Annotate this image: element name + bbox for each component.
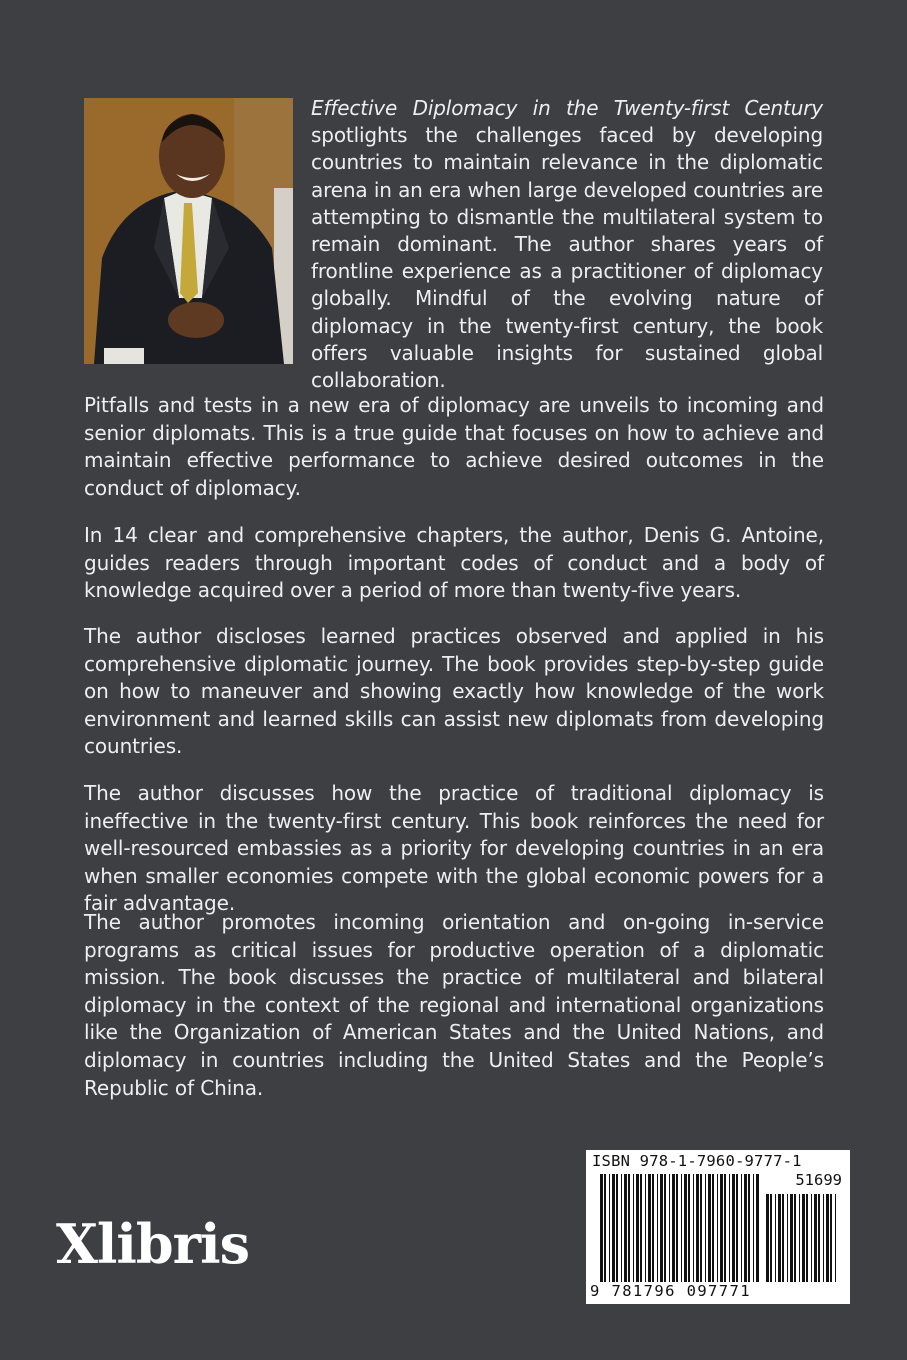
book-title: Effective Diplomacy in the Twenty-first Century bbox=[311, 96, 823, 120]
isbn-barcode bbox=[586, 1150, 850, 1304]
intro-text: spotlights the challenges faced by developing countries to maintain relevance in the diplomatic arena in an era when large developed countries are attempting to dismantle the multilateral system to remain dominant. The author shares years of frontline experience as a practitioner of diplomacy globally. Mindful of the evolving nature of diplomacy in the twenty-first century, the book offers valuable insights for sustained global collaboration. bbox=[311, 123, 823, 393]
paragraph-traditional-diplomacy: The author discusses how the practice of traditional diplomacy is ineffective in the twenty-first century. This book reinforces the need for well-resourced embassies as a priority for developing countries in an era when smaller economies compete with the global economic powers for a fair advantage. bbox=[84, 781, 824, 916]
price-code: 51699 bbox=[795, 1171, 842, 1189]
intro-paragraph bbox=[311, 95, 823, 394]
barcode-bars bbox=[600, 1174, 760, 1282]
paragraph-orientation: The author promotes incoming orientation and on-going in-service programs as critical issues for productive operation of a diplomatic mission. The book discusses the practice of multilateral and bilateral diplomacy in the context of the regional and international organizations like the Organization of American States and the United Nations, and diplomacy in countries including the United States and the People’s Republic of China. bbox=[84, 910, 824, 1100]
ean-digits: 9 781796 097771 bbox=[590, 1282, 751, 1300]
isbn-label: ISBN 978-1-7960-9777-1 bbox=[592, 1152, 802, 1170]
paragraph-pitfalls: Pitfalls and tests in a new era of diplomacy are unveils to incoming and senior diplomats. This is a true guide that focuses on how to achieve and maintain effective performance to achieve desired outcomes in the conduct of diplomacy. bbox=[84, 393, 824, 500]
author-photo bbox=[84, 98, 293, 364]
paragraph-practices: The author discloses learned practices observed and applied in his comprehensive diplomatic journey. The book provides step-by-step guide on how to maneuver and showing exactly how knowledge of the work environment and learned skills can assist new diplomats from developing countries. bbox=[84, 624, 824, 759]
addon-barcode-bars bbox=[766, 1194, 840, 1282]
paragraph-chapters: In 14 clear and comprehensive chapters, the author, Denis G. Antoine, guides readers through important codes of conduct and a body of knowledge acquired over a period of more than twenty-five years. bbox=[84, 523, 824, 603]
publisher-logo: Xlibris bbox=[56, 1212, 250, 1276]
